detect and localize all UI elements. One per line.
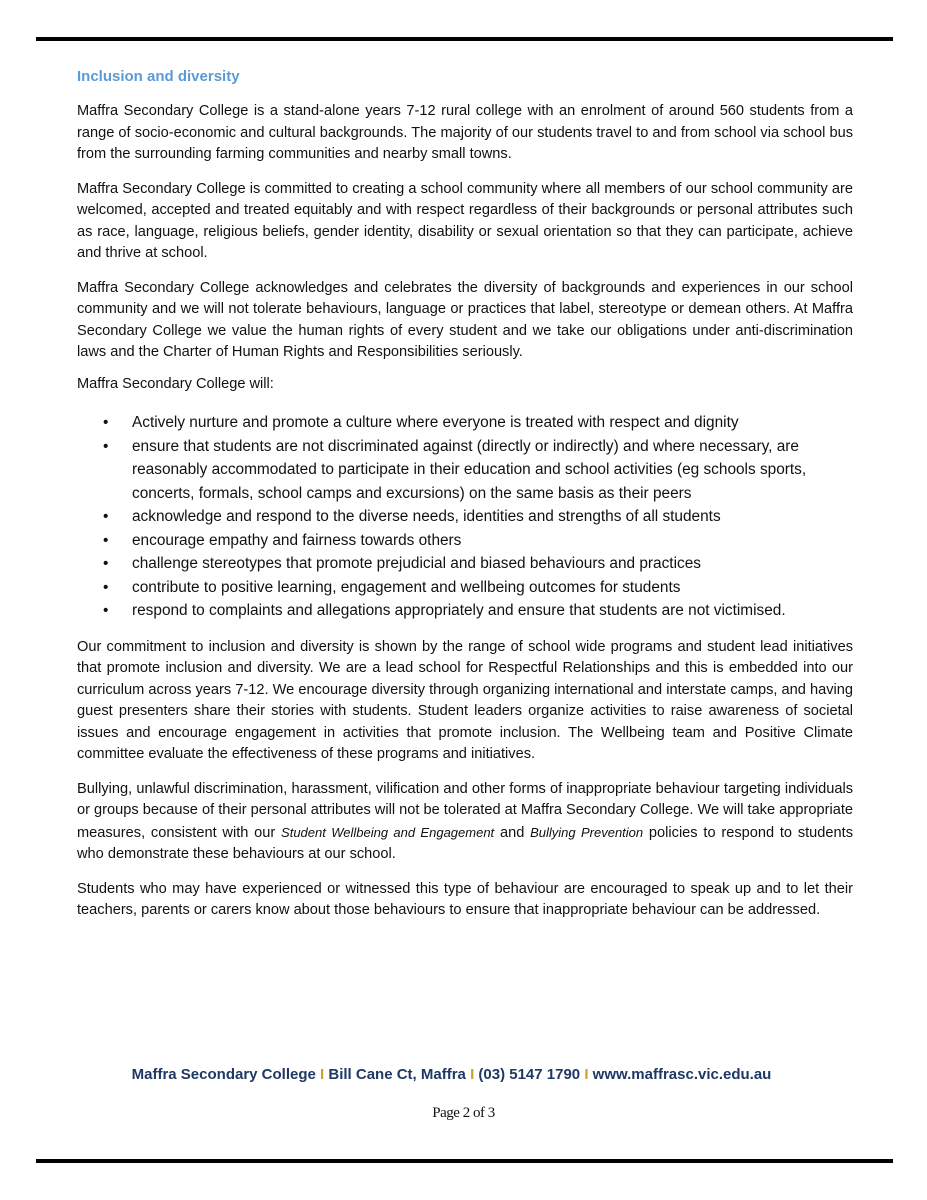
list-item-text: encourage empathy and fairness towards others — [132, 531, 462, 549]
acknowledgement-paragraph: Maffra Secondary College acknowledges and celebrates the diversity of backgrounds and experiences in our school community and we will not tolerate behaviours, language or practices that label, stereotype or demean others. At Maffra Secondary College we value the human rights of every student and we take our obligations under anti-discrimination laws and the Charter of Human Rights and Responsibilities seriously. — [77, 279, 853, 360]
bullying-text-part: policies to respond to students who demonstrate these behaviours at our school. — [77, 824, 853, 862]
page-number: Page 2 of 3 — [432, 1105, 495, 1121]
footer-separator: I — [470, 1066, 475, 1083]
document-body — [77, 66, 853, 935]
list-item — [77, 529, 853, 553]
section-heading: Inclusion and diversity — [77, 68, 240, 85]
list-item-text: acknowledge and respond to the diverse needs, identities and strengths of all students — [132, 508, 721, 525]
commitment-statement-paragraph: Maffra Secondary College is committed to creating a school community where all members of our school community are welcomed, accepted and treated equitably and with respect regardless of their backgrounds or personal attributes such as race, language, religious beliefs, gender identity, disability or sexual orientation so that they can participate, achieve and thrive at school. — [77, 180, 853, 261]
list-item — [77, 411, 853, 435]
list-item-text: Actively nurture and promote a culture where everyone is treated with respect and dignity — [132, 414, 739, 431]
policy-reference-wellbeing: Student Wellbeing and Engagement — [281, 824, 495, 840]
footer-phone: (03) 5147 1790 — [478, 1066, 581, 1083]
list-item — [77, 576, 853, 600]
bullying-paragraph — [77, 779, 853, 866]
bullying-text-part: Bullying, unlawful discrimination, harassment, vilification and other forms of inappropriate behaviour targeting individuals or groups because of their personal attributes will not be tolerated at Maffra Secondary College. We will take appropriate measures, consistent with our — [77, 780, 853, 841]
bottom-horizontal-rule — [36, 1159, 893, 1163]
bullet-icon: • — [103, 578, 109, 596]
programs-paragraph: Our commitment to inclusion and diversity is shown by the range of school wide programs and student lead initiatives that promote inclusion and diversity. We are a lead school for Respectful Relationships and this is embedded into our curriculum across years 7-12. We encourage diversity through organizing international and interstate camps, and having guest presenters share their stories with students. Student leaders organize activities to raise awareness of societal issues and encourage engagement in activities that promote inclusion. The Wellbeing team and Positive Climate committee evaluate the effectiveness of these programs and initiatives. — [77, 638, 853, 762]
will-intro-text: Maffra Secondary College will: — [77, 375, 274, 392]
footer-school-name: Maffra Secondary College — [131, 1066, 316, 1083]
bullet-icon: • — [103, 437, 109, 455]
bullet-icon: • — [103, 555, 109, 572]
speak-up-paragraph: Students who may have experienced or witnessed this type of behaviour are encouraged to speak up and to let their teachers, parents or carers know about those behaviours to ensure that inappropriate behaviour can be addressed. — [77, 880, 853, 918]
footer-contact-line — [0, 1066, 903, 1083]
commitments-list — [77, 411, 853, 623]
bullet-icon: • — [103, 602, 109, 619]
policy-reference-bullying: Bullying Prevention — [530, 824, 644, 840]
list-item-text: challenge stereotypes that promote prejudicial and biased behaviours and practices — [132, 555, 701, 572]
bullet-icon: • — [103, 414, 109, 431]
list-item — [77, 505, 853, 529]
footer-separator: I — [584, 1066, 589, 1083]
list-item-text: ensure that students are not discriminated against (directly or indirectly) and where necessary, are reasonably accommodated to participate in their education and school activities (eg schools sports, concerts, formals, school camps and excursions) on the same basis as their peers — [132, 437, 807, 502]
list-item — [77, 552, 853, 576]
list-item-text: respond to complaints and allegations appropriately and ensure that students are not victimised. — [132, 602, 786, 619]
footer-separator: I — [320, 1066, 325, 1083]
bullet-icon: • — [103, 508, 109, 525]
list-item — [77, 435, 853, 506]
footer-address: Bill Cane Ct, Maffra — [328, 1066, 466, 1083]
top-horizontal-rule — [36, 37, 893, 41]
intro-paragraph: Maffra Secondary College is a stand-alone years 7-12 rural college with an enrolment of around 560 students from a range of socio-economic and cultural backgrounds. The majority of our students travel to and from school via school bus from the surrounding farming communities and nearby small towns. — [77, 103, 853, 162]
footer-website: www.maffrasc.vic.edu.au — [592, 1066, 772, 1083]
bullying-text-part: and — [494, 824, 531, 841]
bullet-icon: • — [103, 531, 109, 549]
list-item — [77, 599, 853, 623]
list-item-text: contribute to positive learning, engagement and wellbeing outcomes for students — [132, 578, 681, 596]
